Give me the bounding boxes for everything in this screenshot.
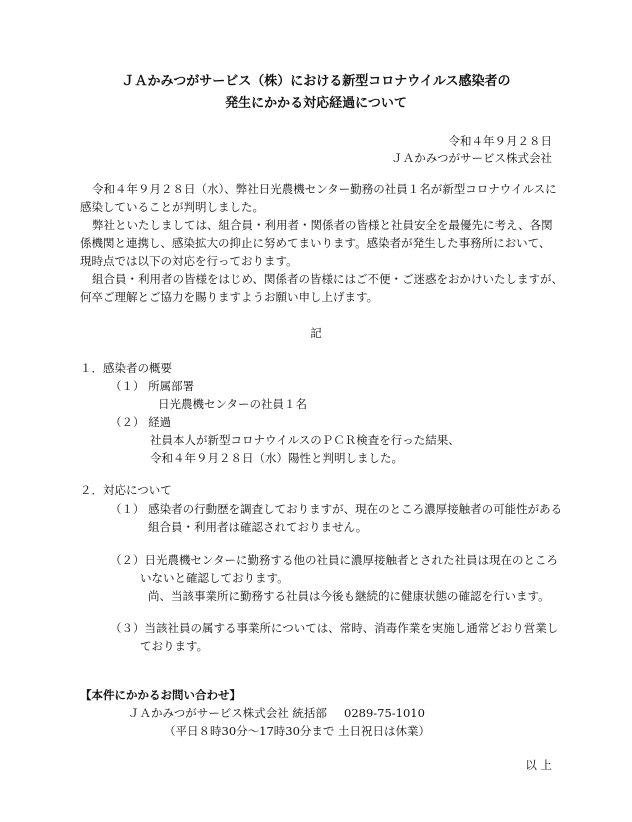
section-2-heading: ２．対応について [80, 483, 172, 497]
document-title-line1: ＪＡかみつがサービス（株）における新型コロナウイルス感染者の [121, 74, 511, 89]
section-2-item-1-line-1: （１） 感染者の行動歴を調査しておりますが、現在のところ濃厚接触者の可能性がある [110, 502, 563, 516]
contact-phone: 0289-75-1010 [344, 706, 425, 720]
body-paragraph-2-line-2: 係機関と連携し、感染拡大の抑止に努めてまいります。感染者が発生した事務所において、 [80, 236, 551, 250]
section-2-item-3-line-2: ております。 [140, 639, 209, 653]
section-2-item-2-line-3: 尚、当該事業所に勤務する社員は今後も継続的に健康状態の確認を行います。 [148, 589, 550, 603]
section-1-item-2-label: （２） 経過 [110, 415, 172, 429]
body-paragraph-1-line-2: 感染していることが判明しました。 [80, 200, 264, 214]
document-title-line2: 発生にかかる対応経過について [225, 96, 407, 111]
section-2-item-2-line-1: （２）日光農機センターに勤務する他の社員に濃厚接触者とされた社員は現在のところ [110, 553, 559, 567]
ki-marker: 記 [310, 326, 322, 340]
contact-hours: （平日８時30分～17時30分まで 土日祝日は休業） [164, 724, 431, 738]
closing-mark: 以 上 [525, 758, 552, 772]
section-2-item-2-line-2: いないと確認しております。 [140, 571, 289, 585]
section-2-item-1-line-2: 組合員・利用者は確認されておりません。 [148, 520, 368, 534]
body-paragraph-2-line-1: 弊社といたしましては、組合員・利用者・関係者の皆様と社員安全を最優先に考え、各関 [92, 218, 553, 232]
contact-organization: ＪＡかみつがサービス株式会社 統括部 [128, 706, 327, 720]
contact-heading: 【本件にかかるお問い合わせ】 [80, 688, 241, 702]
section-1-item-1-value: 日光農機センターの社員１名 [158, 397, 308, 411]
section-1-item-2-line-1: 社員本人が新型コロナウイルスのＰＣＲ検査を行った結果、 [150, 433, 460, 447]
issue-date: 令和４年９月２８日 [448, 134, 552, 148]
issuer-company: ＪＡかみつがサービス株式会社 [391, 151, 552, 165]
body-paragraph-2-line-3: 現時点では以下の対応を行っております。 [80, 254, 298, 268]
body-paragraph-3-line-1: 組合員・利用者の皆様をはじめ、関係者の皆様にはご不便・ご迷惑をおかけいたしますが、 [92, 272, 564, 286]
section-1-item-1-label: （１） 所属部署 [110, 379, 195, 393]
section-2-item-3-line-1: （３）当該社員の属する事業所については、常時、消毒作業を実施し通常どおり営業し [110, 621, 559, 635]
section-1-heading: １．感染者の概要 [80, 361, 172, 375]
section-1-item-2-line-2: 令和４年９月２８日（水）陽性と判明しました。 [150, 451, 403, 465]
body-paragraph-1-line-1: 令和４年９月２８日（水）、弊社日光農機センター勤務の社員１名が新型コロナウイルスに [92, 182, 557, 196]
body-paragraph-3-line-2: 何卒ご理解とご協力を賜りますようお願い申し上げます。 [80, 290, 379, 304]
